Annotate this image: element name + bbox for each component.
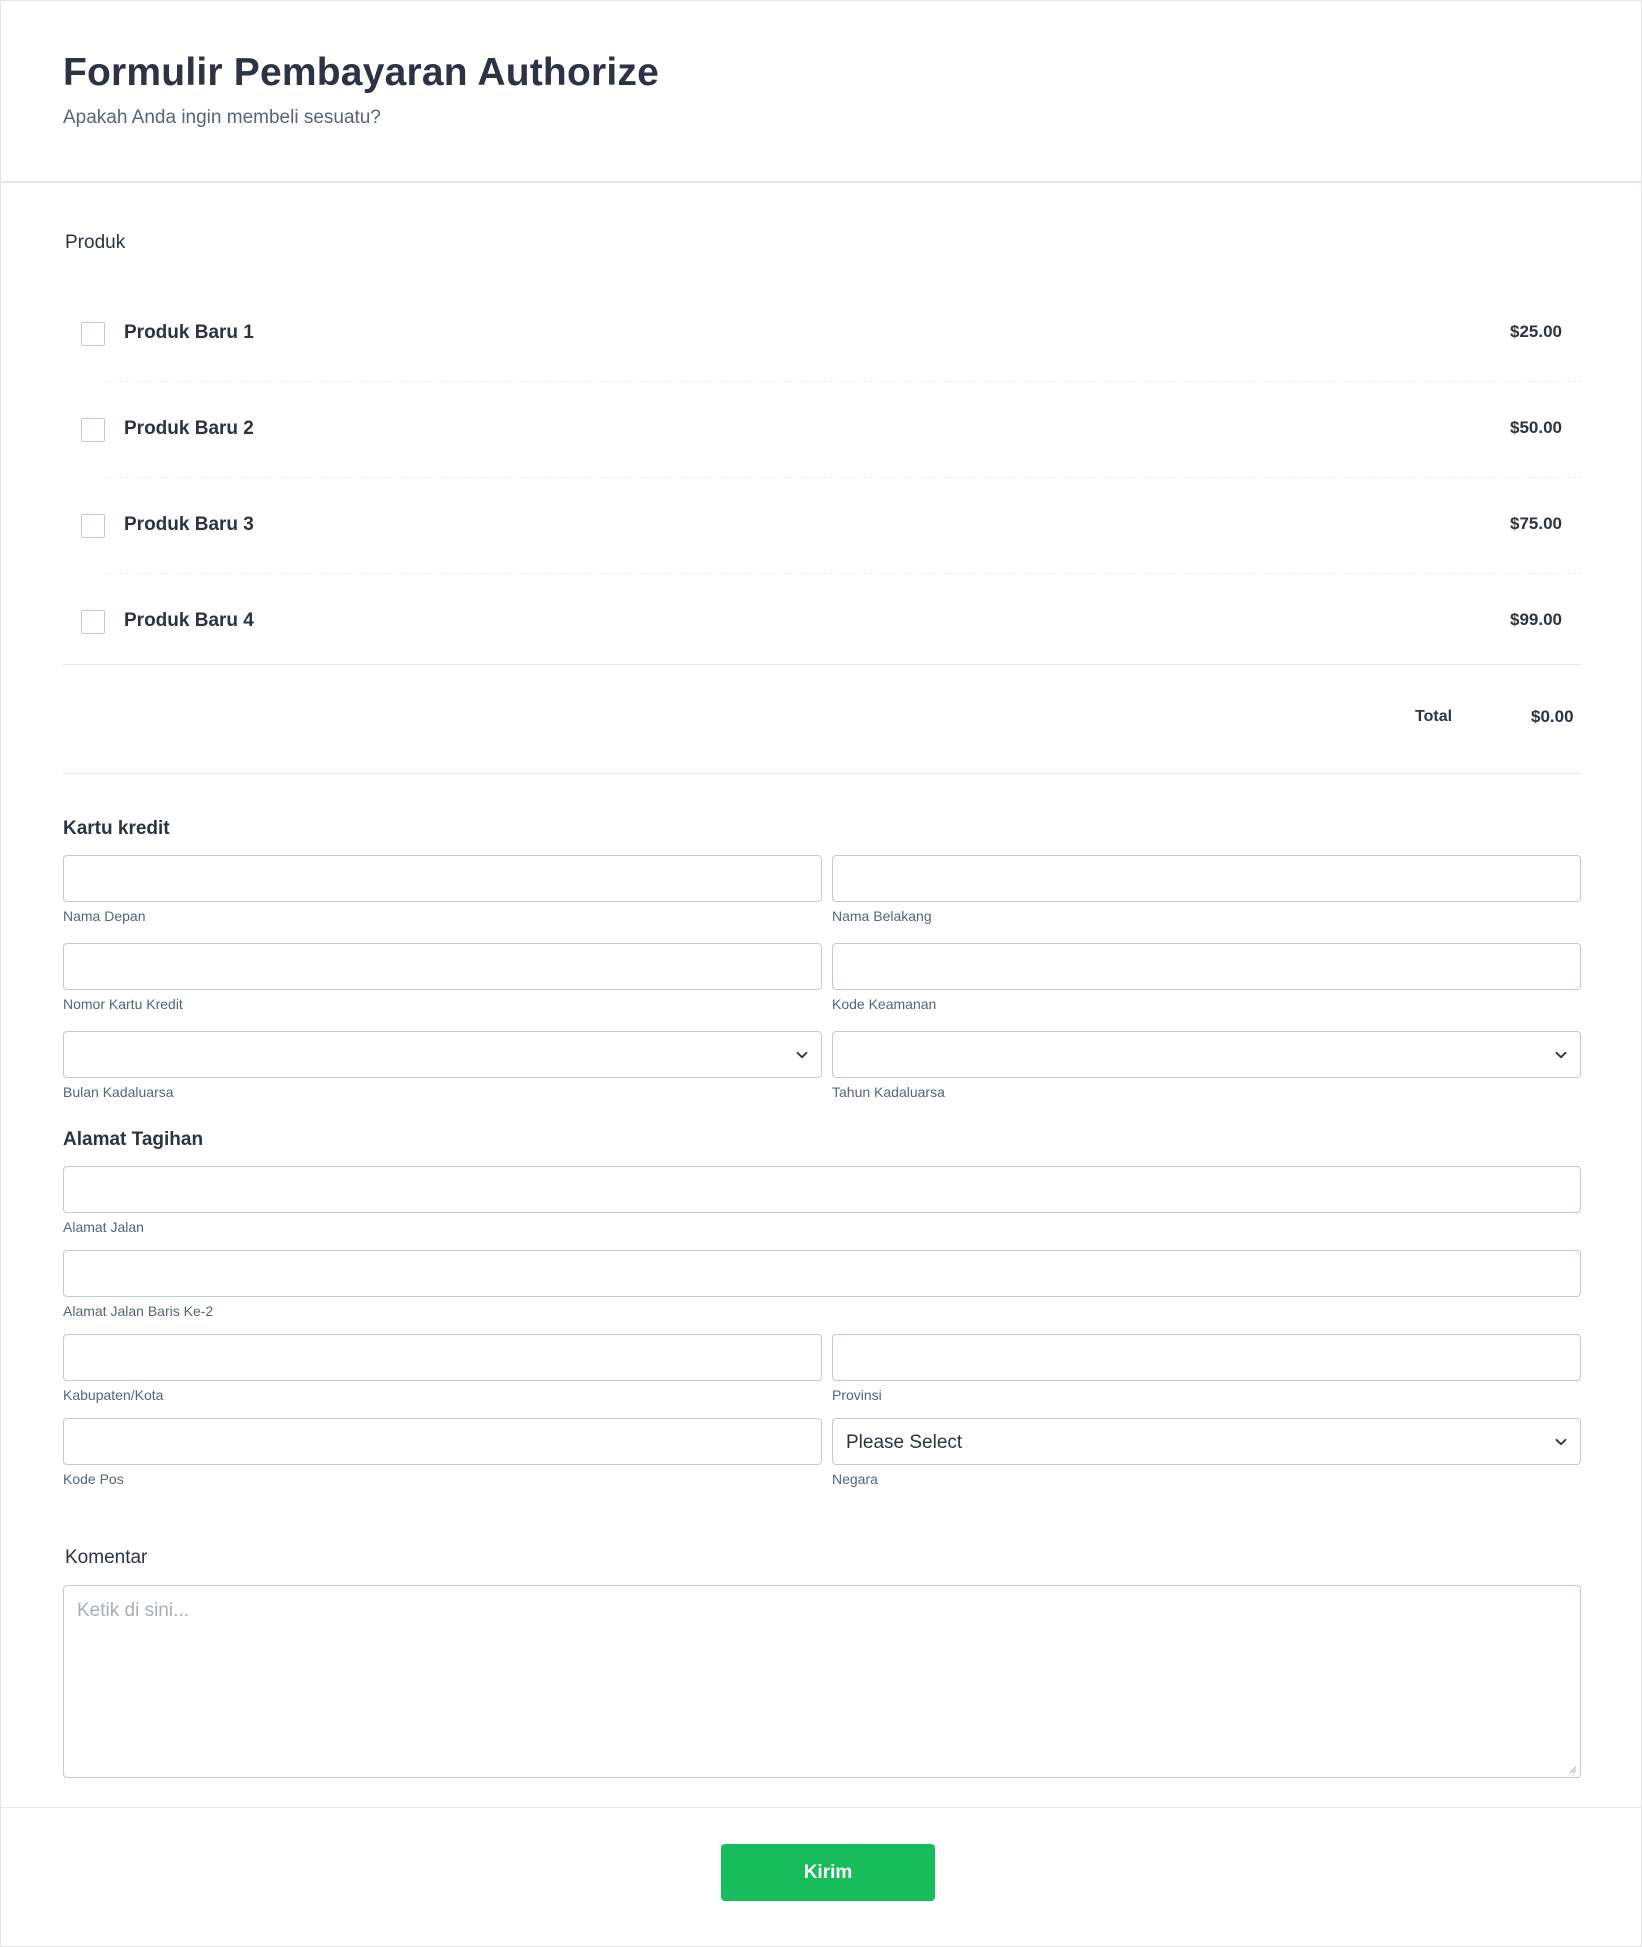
- province-label: Provinsi: [832, 1387, 882, 1403]
- city-input[interactable]: [64, 1335, 821, 1380]
- credit-card-title: Kartu kredit: [63, 818, 170, 839]
- city-label: Kabupaten/Kota: [63, 1387, 164, 1403]
- footer-divider: [1, 1807, 1641, 1808]
- province-input[interactable]: [833, 1335, 1580, 1380]
- product-checkbox-4[interactable]: [81, 610, 105, 634]
- last-name-label: Nama Belakang: [832, 908, 932, 924]
- page-subtitle: Apakah Anda ingin membeli sesuatu?: [63, 107, 381, 128]
- total-label: Total: [1415, 708, 1453, 725]
- security-code-label: Kode Keamanan: [832, 996, 937, 1012]
- street2-field[interactable]: [63, 1250, 1581, 1297]
- comment-label: Komentar: [65, 1547, 148, 1568]
- comment-placeholder: Ketik di sini...: [77, 1600, 189, 1621]
- form-header: [1, 1, 1641, 183]
- expiry-month-select[interactable]: [63, 1031, 822, 1078]
- card-number-input[interactable]: [64, 944, 821, 989]
- product-price-2: $50.00: [1510, 418, 1562, 437]
- product-price-4: $99.00: [1510, 610, 1562, 629]
- total-divider: [63, 773, 1581, 774]
- billing-title: Alamat Tagihan: [63, 1129, 204, 1150]
- chevron-down-icon[interactable]: [795, 1048, 809, 1062]
- product-row-1[interactable]: [81, 286, 1581, 382]
- security-code-field[interactable]: [832, 943, 1581, 990]
- street2-label: Alamat Jalan Baris Ke-2: [63, 1303, 214, 1319]
- product-row-3[interactable]: [81, 478, 1581, 574]
- postal-code-field[interactable]: [63, 1418, 822, 1465]
- product-checkbox-3[interactable]: [81, 514, 105, 538]
- product-checkbox-2[interactable]: [81, 418, 105, 442]
- first-name-label: Nama Depan: [63, 908, 146, 924]
- product-row-4[interactable]: [81, 574, 1581, 670]
- product-name-2: Produk Baru 2: [124, 418, 254, 439]
- expiry-month-label: Bulan Kadaluarsa: [63, 1084, 174, 1100]
- chevron-down-icon[interactable]: [1554, 1435, 1568, 1449]
- product-name-3: Produk Baru 3: [124, 514, 254, 535]
- first-name-input[interactable]: [64, 856, 821, 901]
- expiry-year-label: Tahun Kadaluarsa: [832, 1084, 945, 1100]
- total-value: $0.00: [1531, 707, 1574, 726]
- country-select[interactable]: [832, 1418, 1581, 1465]
- country-label: Negara: [832, 1471, 878, 1487]
- street-field[interactable]: [63, 1166, 1581, 1213]
- city-field[interactable]: [63, 1334, 822, 1381]
- postal-code-label: Kode Pos: [63, 1471, 124, 1487]
- province-field[interactable]: [832, 1334, 1581, 1381]
- products-label: Produk: [65, 232, 126, 253]
- last-name-input[interactable]: [833, 856, 1580, 901]
- street-label: Alamat Jalan: [63, 1219, 144, 1235]
- street-input[interactable]: [64, 1167, 1580, 1212]
- product-price-3: $75.00: [1510, 514, 1562, 533]
- card-number-label: Nomor Kartu Kredit: [63, 996, 183, 1012]
- product-name-4: Produk Baru 4: [124, 610, 254, 631]
- product-price-1: $25.00: [1510, 322, 1562, 341]
- product-row-2[interactable]: [81, 382, 1581, 478]
- submit-button[interactable]: Kirim: [721, 1844, 935, 1901]
- product-name-1: Produk Baru 1: [124, 322, 254, 343]
- postal-code-input[interactable]: [64, 1419, 821, 1464]
- street2-input[interactable]: [64, 1251, 1580, 1296]
- card-number-field[interactable]: [63, 943, 822, 990]
- country-value: Please Select: [846, 1432, 963, 1453]
- first-name-field[interactable]: [63, 855, 822, 902]
- resize-handle-icon[interactable]: [1567, 1764, 1577, 1774]
- comment-textarea[interactable]: [63, 1585, 1581, 1778]
- page-title: Formulir Pembayaran Authorize: [63, 51, 659, 94]
- chevron-down-icon[interactable]: [1554, 1048, 1568, 1062]
- security-code-input[interactable]: [833, 944, 1580, 989]
- product-checkbox-1[interactable]: [81, 322, 105, 346]
- last-name-field[interactable]: [832, 855, 1581, 902]
- expiry-year-select[interactable]: [832, 1031, 1581, 1078]
- products-divider: [63, 664, 1581, 665]
